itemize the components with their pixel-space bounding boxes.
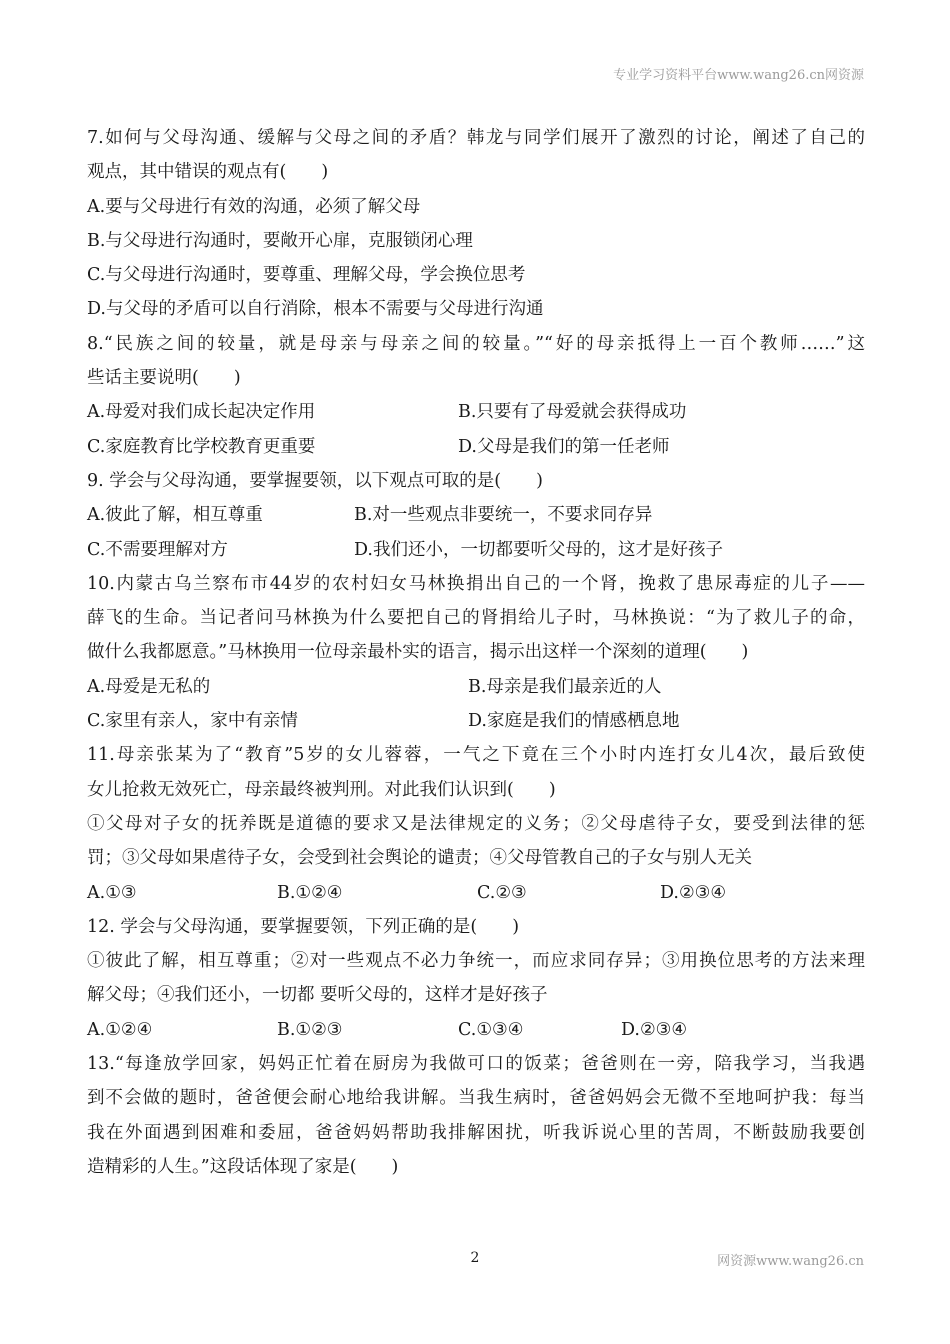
q12-options-row [87, 1013, 865, 1047]
q9-stem-line-1: 9. 学会与父母沟通，要掌握要领，以下观点可取的是( ) [87, 470, 543, 491]
q12-stem-line-3: 解父母；④我们还小，一切都 要听父母的，这样才是好孩子 [87, 985, 548, 1006]
q12-option-b: B.①②③ [277, 1019, 343, 1040]
q12-stem-line-1: 12. 学会与父母沟通，要掌握要领，下列正确的是( ) [87, 916, 520, 937]
q11-option-c: C.②③ [477, 882, 527, 903]
q7-stem-line-2: 观点，其中错误的观点有( ) [87, 162, 329, 183]
q8-options-row-1 [87, 395, 865, 429]
q8-option-b: B.只要有了母爱就会获得成功 [458, 402, 687, 423]
q13-stem-line-2: 到不会做的题时，爸爸便会耐心地给我讲解。当我生病时，爸爸妈妈会无微不至地呵护我：每当 [87, 1088, 865, 1109]
q9-option-b: B.对一些观点非要统一，不要求同存异 [354, 505, 653, 526]
q7-option-c: C.与父母进行沟通时，要尊重、理解父母，学会换位思考 [87, 265, 526, 286]
q11-options-row [87, 876, 865, 910]
q12-option-a: A.①②④ [87, 1019, 153, 1040]
q10-option-c: C.家里有亲人，家中有亲情 [87, 711, 298, 732]
q8-stem-line-2: 些话主要说明( ) [87, 368, 241, 389]
q10-options-row-1 [87, 670, 865, 704]
q7-stem-line-1: 7.如何与父母沟通、缓解与父母之间的矛盾？韩龙与同学们展开了激烈的讨论，阐述了自己的 [87, 128, 865, 148]
q9-option-d: D.我们还小，一切都要听父母的，这才是好孩子 [354, 539, 723, 560]
q11-stem-line-2: 女儿抢救无效死亡，母亲最终被判刑。对此我们认识到( ) [87, 779, 556, 800]
q12-option-d: D.②③④ [621, 1019, 688, 1040]
q8-option-a: A.母爱对我们成长起决定作用 [87, 402, 316, 423]
q9-option-a: A.彼此了解，相互尊重 [87, 505, 263, 526]
q10-options-row-2 [87, 704, 865, 738]
q11-option-a: A.①③ [87, 882, 137, 903]
q10-option-b: B.母亲是我们最亲近的人 [468, 676, 662, 697]
question-list [87, 121, 865, 1184]
page-number: 2 [470, 1250, 480, 1266]
q11-option-b: B.①②④ [277, 882, 343, 903]
q8-options-row-2 [87, 430, 865, 464]
page-footer-watermark: 网资源www.wang26.cn [717, 1254, 864, 1269]
q11-stem-line-1: 11.母亲张某为了“教育”5岁的女儿蓉蓉，一气之下竟在三个小时内连打女儿4次，最后致使 [87, 745, 865, 766]
page-header-watermark: 专业学习资料平台www.wang26.cn网资源 [613, 68, 864, 83]
q9-option-c: C.不需要理解对方 [87, 539, 228, 560]
q7-option-d: D.与父母的矛盾可以自行消除，根本不需要与父母进行沟通 [87, 299, 544, 320]
q10-option-a: A.母爱是无私的 [87, 676, 211, 697]
q10-stem-line-3: 做什么我都愿意。”马林换用一位母亲最朴实的语言，揭示出这样一个深刻的道理( ) [87, 642, 749, 663]
q10-stem-line-1: 10.内蒙古乌兰察布市44岁的农村妇女马林换捐出自己的一个肾，挽救了患尿毒症的儿子—— [87, 573, 865, 594]
q8-stem-line-1: 8.“民族之间的较量，就是母亲与母亲之间的较量。”“好的母亲抵得上一百个教师……”这 [87, 333, 865, 354]
q13-stem-line-4: 造精彩的人生。”这段话体现了家是( ) [87, 1156, 399, 1177]
q11-stem-line-3: ①父母对子女的抚养既是道德的要求又是法律规定的义务；②父母虐待子女，要受到法律的惩 [87, 813, 865, 834]
q12-stem-line-2: ①彼此了解，相互尊重；②对一些观点不必力争统一，而应求同存异；③用换位思考的方法来理 [87, 951, 865, 972]
q7-option-a: A.要与父母进行有效的沟通，必须了解父母 [87, 196, 421, 217]
q7-option-b: B.与父母进行沟通时，要敞开心扉，克服锁闭心理 [87, 230, 473, 251]
q8-option-c: C.家庭教育比学校教育更重要 [87, 436, 316, 457]
q9-options-row-1 [87, 498, 865, 532]
q11-stem-line-4: 罚；③父母如果虐待子女，会受到社会舆论的谴责；④父母管教自己的子女与别人无关 [87, 848, 752, 869]
q9-options-row-2 [87, 533, 865, 567]
q8-option-d: D.父母是我们的第一任老师 [458, 436, 670, 457]
q10-option-d: D.家庭是我们的情感栖息地 [468, 711, 680, 732]
q11-option-d: D.②③④ [660, 882, 727, 903]
q12-option-c: C.①③④ [458, 1019, 524, 1040]
q10-stem-line-2: 薛飞的生命。当记者问马林换为什么要把自己的肾捐给儿子时，马林换说：“为了救儿子的命， [87, 608, 865, 629]
q13-stem-line-3: 我在外面遇到困难和委屈，爸爸妈妈帮助我排解困扰，听我诉说心里的苦周，不断鼓励我要创 [87, 1122, 865, 1143]
q13-stem-line-1: 13.“每逢放学回家，妈妈正忙着在厨房为我做可口的饭菜；爸爸则在一旁，陪我学习，当我遇 [87, 1054, 865, 1075]
